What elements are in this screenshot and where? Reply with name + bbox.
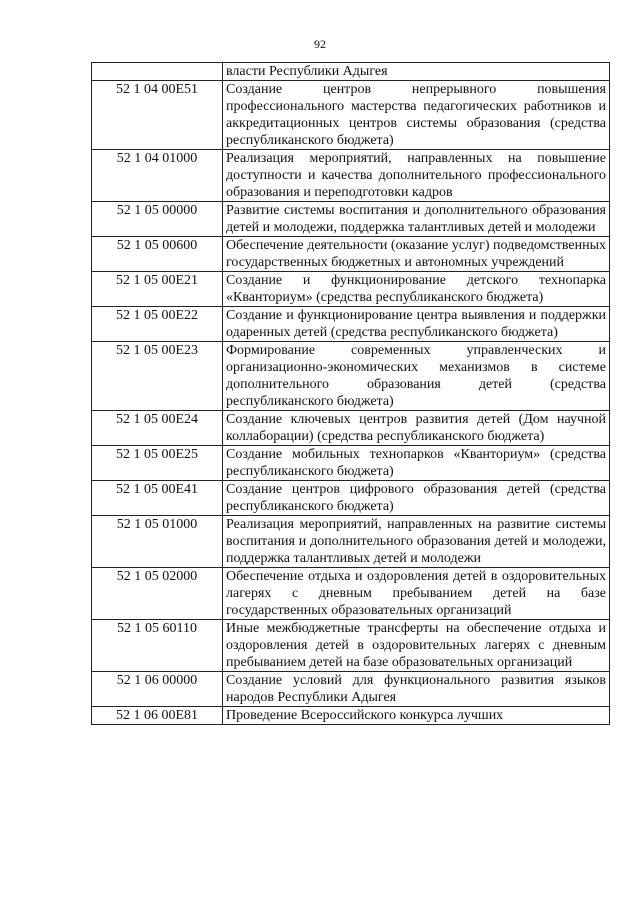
row-description: Формирование современных управленческих и организационно-экономических механизмов в системе дополнительного образования детей (средства республиканского бюджета): [223, 342, 610, 411]
row-code: 52 1 06 00000: [92, 672, 223, 707]
row-code: 52 1 06 00E81: [92, 707, 223, 725]
page-number: 92: [314, 37, 326, 51]
row-description: Обеспечение деятельности (оказание услуг) подведомственных государственных бюджетных и автономных учреждений: [223, 237, 610, 272]
table-row: [92, 672, 610, 707]
table-row: [92, 707, 610, 725]
table-row: [92, 516, 610, 568]
row-description: Создание центров непрерывного повышения профессионального мастерства педагогических работников и аккредитационных центров системы образования (средства республиканского бюджета): [223, 81, 610, 150]
row-description: власти Республики Адыгея: [223, 63, 610, 81]
table-row: [92, 307, 610, 342]
table-row: [92, 411, 610, 446]
row-description: Проведение Всероссийского конкурса лучших: [223, 707, 610, 725]
table-row: [92, 446, 610, 481]
row-code: 52 1 05 00600: [92, 237, 223, 272]
budget-codes-table: [91, 62, 610, 725]
row-code: 52 1 05 00E41: [92, 481, 223, 516]
row-description: Создание центров цифрового образования детей (средства республиканского бюджета): [223, 481, 610, 516]
table-row: [92, 237, 610, 272]
row-description: Реализация мероприятий, направленных на развитие системы воспитания и дополнительного образования детей и молодежи, поддержка талантливых детей и молодежи: [223, 516, 610, 568]
row-code: 52 1 04 01000: [92, 150, 223, 202]
table-row: [92, 342, 610, 411]
row-description: Создание мобильных технопарков «Кванториум» (средства республиканского бюджета): [223, 446, 610, 481]
row-code: 52 1 05 00E25: [92, 446, 223, 481]
row-description: Создание ключевых центров развития детей (Дом научной коллаборации) (средства республиканского бюджета): [223, 411, 610, 446]
row-code: 52 1 05 00E22: [92, 307, 223, 342]
table-body: [92, 63, 610, 725]
table-row: [92, 81, 610, 150]
row-description: Создание условий для функционального развития языков народов Республики Адыгея: [223, 672, 610, 707]
row-code: 52 1 04 00E51: [92, 81, 223, 150]
row-description: Обеспечение отдыха и оздоровления детей в оздоровительных лагерях с дневным пребыванием детей на базе государственных образовательных организаций: [223, 568, 610, 620]
row-description: Реализация мероприятий, направленных на повышение доступности и качества дополнительного профессионального образования и переподготовки кадров: [223, 150, 610, 202]
row-code: 52 1 05 00E23: [92, 342, 223, 411]
row-code: 52 1 05 02000: [92, 568, 223, 620]
table-row: [92, 620, 610, 672]
row-description: Иные межбюджетные трансферты на обеспечение отдыха и оздоровления детей в оздоровительных лагерях с дневным пребыванием детей на базе образовательных организаций: [223, 620, 610, 672]
table-row: [92, 272, 610, 307]
row-description: Создание и функционирование центра выявления и поддержки одаренных детей (средства республиканского бюджета): [223, 307, 610, 342]
row-code: [92, 63, 223, 81]
row-code: 52 1 05 60110: [92, 620, 223, 672]
table-row: [92, 63, 610, 81]
row-code: 52 1 05 00000: [92, 202, 223, 237]
row-code: 52 1 05 01000: [92, 516, 223, 568]
row-code: 52 1 05 00E24: [92, 411, 223, 446]
row-description: Развитие системы воспитания и дополнительного образования детей и молодежи, поддержка талантливых детей и молодежи: [223, 202, 610, 237]
table-row: [92, 202, 610, 237]
row-description: Создание и функционирование детского технопарка «Кванториум» (средства республиканского бюджета): [223, 272, 610, 307]
table-row: [92, 568, 610, 620]
row-code: 52 1 05 00E21: [92, 272, 223, 307]
table-row: [92, 150, 610, 202]
table-row: [92, 481, 610, 516]
